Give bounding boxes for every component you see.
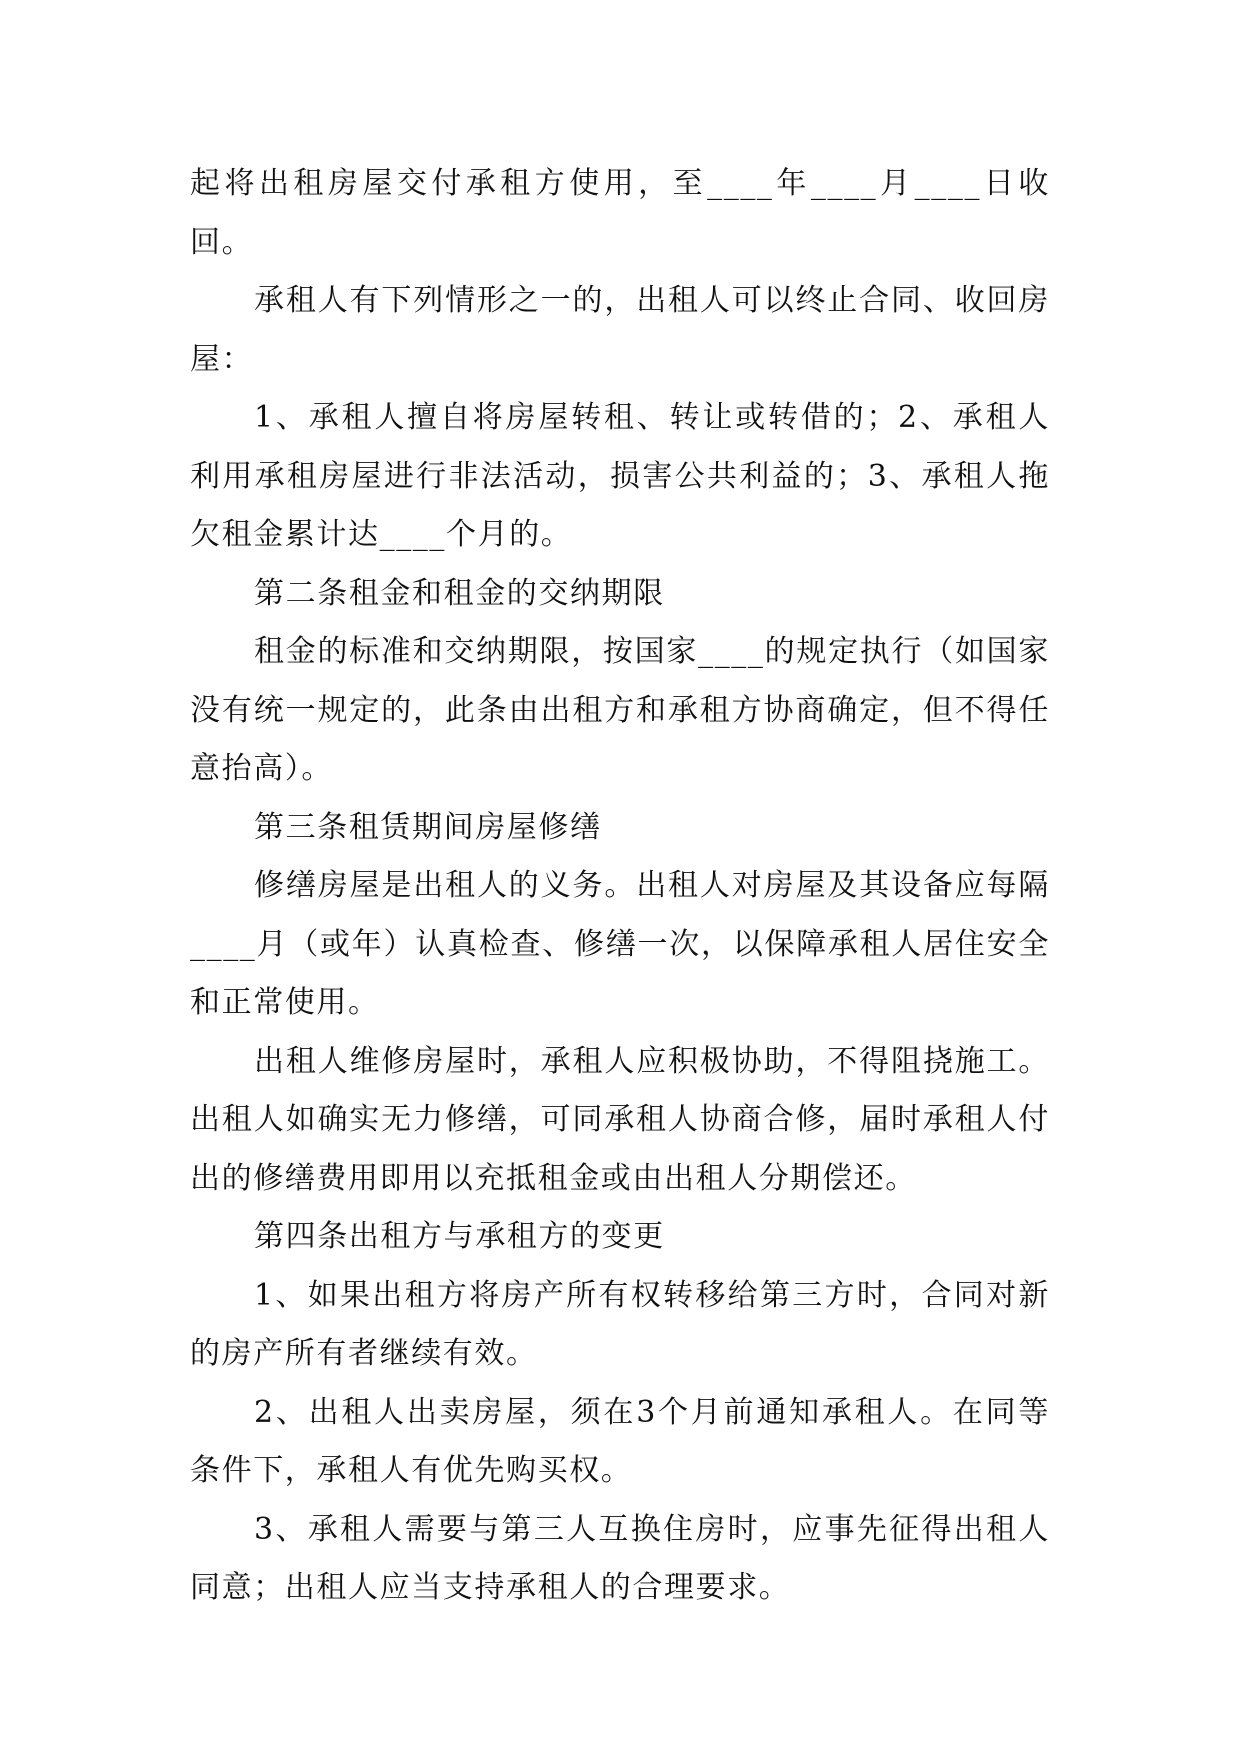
paragraph-ownership-transfer: 1、如果出租方将房产所有权转移给第三方时，合同对新的房产所有者继续有效。 — [190, 1277, 1050, 1371]
heading-article-3: 第三条租赁期间房屋修缮 — [254, 809, 602, 845]
paragraph-housing-exchange: 3、承租人需要与第三人互换住房时，应事先征得出租人同意；出租人应当支持承租人的合理要求。 — [190, 1511, 1050, 1605]
paragraph-repair-duty: 修缮房屋是出租人的义务。出租人对房屋及其设备应每隔____月（或年）认真检查、修缮一次，以保障承租人居住安全和正常使用。 — [190, 868, 1050, 1020]
paragraph-termination-conditions: 承租人有下列情形之一的，出租人可以终止合同、收回房屋： — [190, 283, 1050, 377]
paragraph-rent-standard: 租金的标准和交纳期限，按国家____的规定执行（如国家没有统一规定的，此条由出租方和承租方协商确定，但不得任意抬高）。 — [190, 634, 1050, 786]
document-body — [190, 155, 1050, 1618]
paragraph-lease-term: 起将出租房屋交付承租方使用，至____年____月____日收回。 — [190, 166, 1050, 260]
paragraph-sale-notice: 2、出租人出卖房屋，须在3个月前通知承租人。在同等条件下，承租人有优先购买权。 — [190, 1394, 1050, 1488]
paragraph-termination-list: 1、承租人擅自将房屋转租、转让或转借的；2、承租人利用承租房屋进行非法活动，损害公共利益的；3、承租人拖欠租金累计达____个月的。 — [190, 400, 1050, 552]
paragraph-repair-cooperation: 出租人维修房屋时，承租人应积极协助，不得阻挠施工。出租人如确实无力修缮，可同承租人协商合修，届时承租人付出的修缮费用即用以充抵租金或由出租人分期偿还。 — [190, 1043, 1050, 1196]
heading-article-2: 第二条租金和租金的交纳期限 — [254, 575, 665, 611]
heading-article-4: 第四条出租方与承租方的变更 — [254, 1219, 665, 1254]
